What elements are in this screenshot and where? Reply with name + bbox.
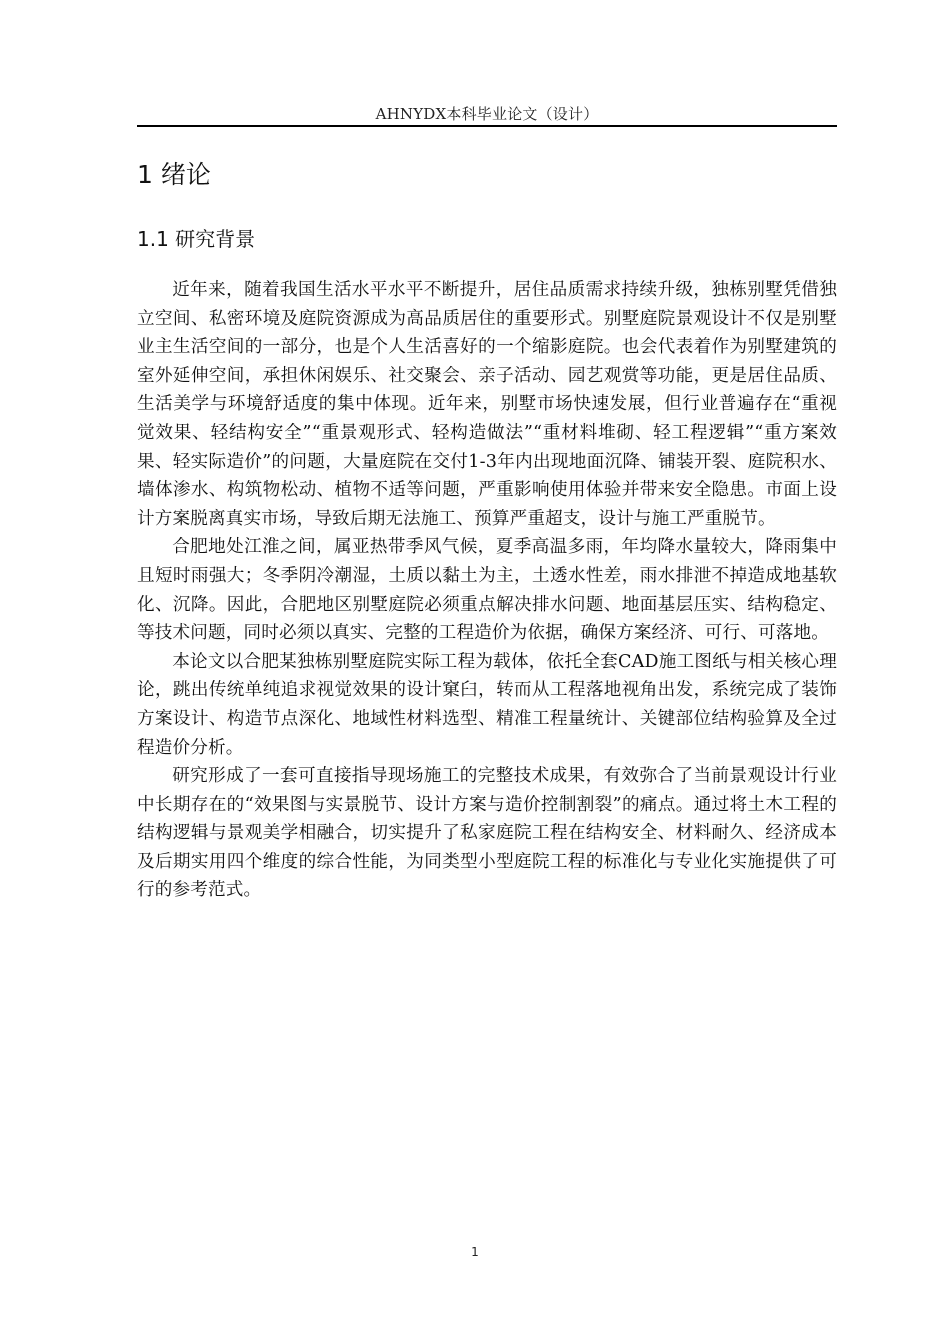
page-number: 1: [471, 1245, 479, 1259]
paragraph: 近年来，随着我国生活水平水平不断提升，居住品质需求持续升级，独栋别墅凭借独立空间、私密环境及庭院资源成为高品质居住的重要形式。别墅庭院景观设计不仅是别墅业主生活空间的一部分，也是个人生活喜好的一个缩影庭院。也会代表着作为别墅建筑的室外延伸空间，承担休闲娱乐、社交聚会、亲子活动、园艺观赏等功能，更是居住品质、生活美学与环境舒适度的集中体现。近年来，别墅市场快速发展，但行业普遍存在“重视觉效果、轻结构安全”“重景观形式、轻构造做法”“重材料堆砌、轻工程逻辑”“重方案效果、轻实际造价”的问题，大量庭院在交付1-3年内出现地面沉降、铺装开裂、庭院积水、墙体渗水、构筑物松动、植物不适等问题，严重影响使用体验并带来安全隐患。市面上设计方案脱离真实市场，导致后期无法施工、预算严重超支，设计与施工严重脱节。: [137, 280, 837, 529]
paragraph: 合肥地处江淮之间，属亚热带季风气候，夏季高温多雨，年均降水量较大，降雨集中且短时雨强大；冬季阴冷潮湿，土质以黏土为主，土透水性差，雨水排泄不掉造成地基软化、沉降。因此，合肥地区别墅庭院必须重点解决排水问题、地面基层压实、结构稳定、等技术问题，同时必须以真实、完整的工程造价为依据，确保方案经济、可行、可落地。: [137, 537, 837, 644]
paragraph: 研究形成了一套可直接指导现场施工的完整技术成果，有效弥合了当前景观设计行业中长期存在的“效果图与实景脱节、设计方案与造价控制割裂”的痛点。通过将土木工程的结构逻辑与景观美学相融合，切实提升了私家庭院工程在结构安全、材料耐久、经济成本及后期实用四个维度的综合性能，为同类型小型庭院工程的标准化与专业化实施提供了可行的参考范式。: [137, 766, 837, 901]
chapter-title: 1 绪论: [137, 160, 211, 189]
header-rule: [137, 125, 837, 127]
body-text: [137, 276, 837, 905]
paragraph: 本论文以合肥某独栋别墅庭院实际工程为载体，依托全套CAD施工图纸与相关核心理论，跳出传统单纯追求视觉效果的设计窠臼，转而从工程落地视角出发，系统完成了装饰方案设计、构造节点深化、地域性材料选型、精准工程量统计、关键部位结构验算及全过程造价分析。: [137, 651, 837, 758]
section-title: 1.1 研究背景: [137, 227, 256, 251]
running-header: AHNYDX本科毕业论文（设计）: [375, 105, 599, 123]
